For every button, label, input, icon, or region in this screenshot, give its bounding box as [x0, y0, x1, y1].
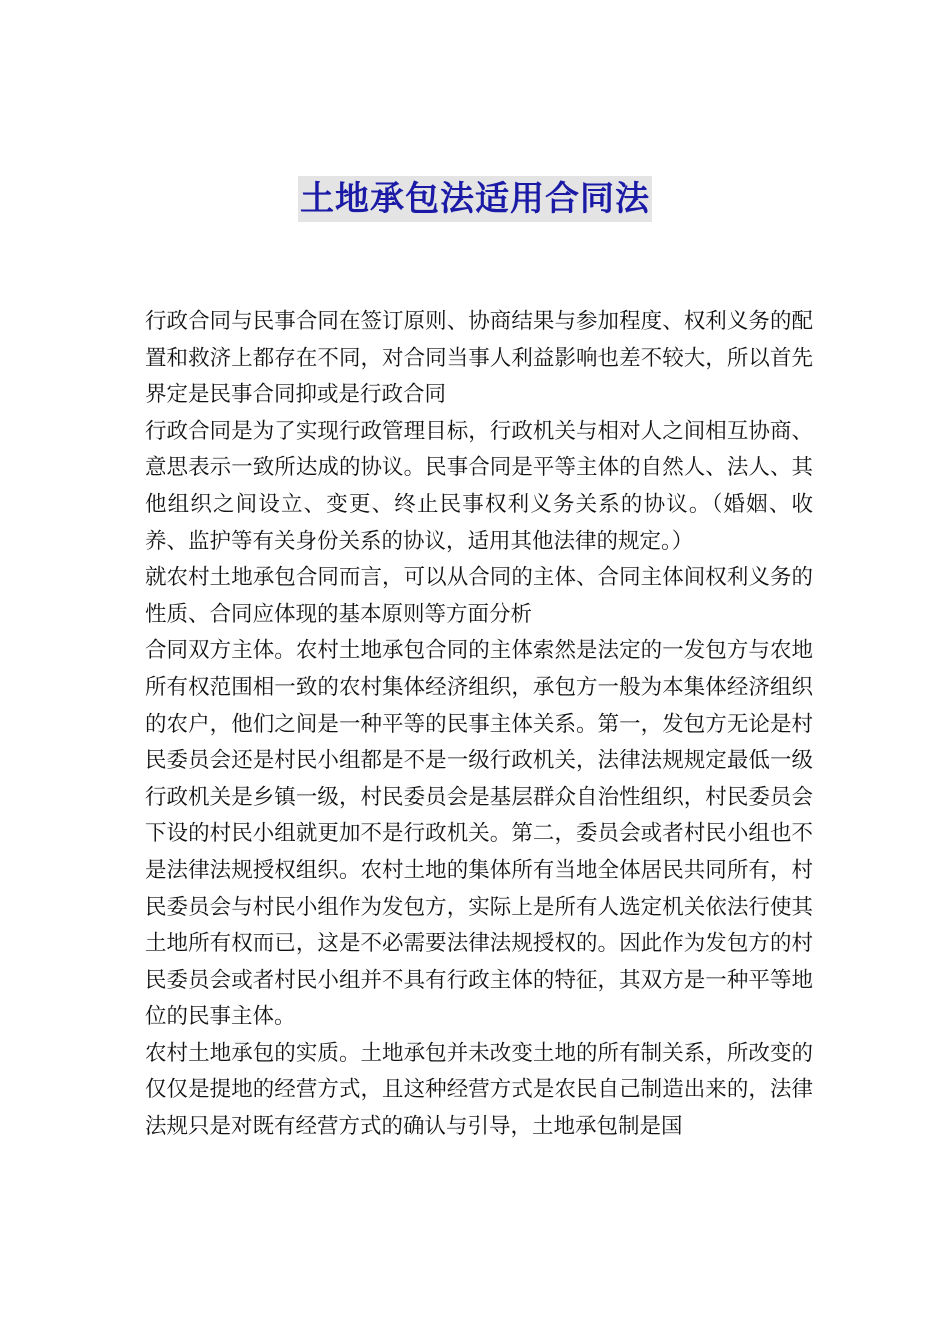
- paragraph: 合同双方主体。农村土地承包合同的主体索然是法定的一发包方与农地所有权范围相一致的农村集体经济组织，承包方一般为本集体经济组织的农户，他们之间是一种平等的民事主体关系。第一，发包方无论是村民委员会还是村民小组都是不是一级行政机关，法律法规规定最低一级行政机关是乡镇一级，村民委员会是基层群众自治性组织，村民委员会下设的村民小组就更加不是行政机关。第二，委员会或者村民小组也不是法律法规授权组织。农村土地的集体所有当地全体居民共同所有，村民委员会与村民小组作为发包方，实际上是所有人选定机关依法行使其土地所有权而已，这是不必需要法律法规授权的。因此作为发包方的村民委员会或者村民小组并不具有行政主体的特征，其双方是一种平等地位的民事主体。: [145, 638, 813, 1030]
- document-title: 土地承包法适用合同法: [298, 176, 652, 222]
- title-container: [0, 176, 950, 222]
- document-body: [145, 304, 813, 1146]
- paragraph: 农村土地承包的实质。土地承包并未改变土地的所有制关系，所改变的仅仅是提地的经营方式，且这种经营方式是农民自己制造出来的，法律法规只是对既有经营方式的确认与引导，土地承包制是国: [145, 1040, 813, 1140]
- paragraph: 行政合同与民事合同在签订原则、协商结果与参加程度、权利义务的配置和救济上都存在不同，对合同当事人利益影响也差不较大，所以首先界定是民事合同抑或是行政合同: [145, 309, 813, 408]
- paragraph: 行政合同是为了实现行政管理目标，行政机关与相对人之间相互协商、意思表示一致所达成的协议。民事合同是平等主体的自然人、法人、其他组织之间设立、变更、终止民事权利义务关系的协议。（婚姻、收养、监护等有关身份关系的协议，适用其他法律的规定。）: [145, 418, 813, 554]
- paragraph: 就农村土地承包合同而言，可以从合同的主体、合同主体间权利义务的性质、合同应体现的基本原则等方面分析: [145, 565, 813, 627]
